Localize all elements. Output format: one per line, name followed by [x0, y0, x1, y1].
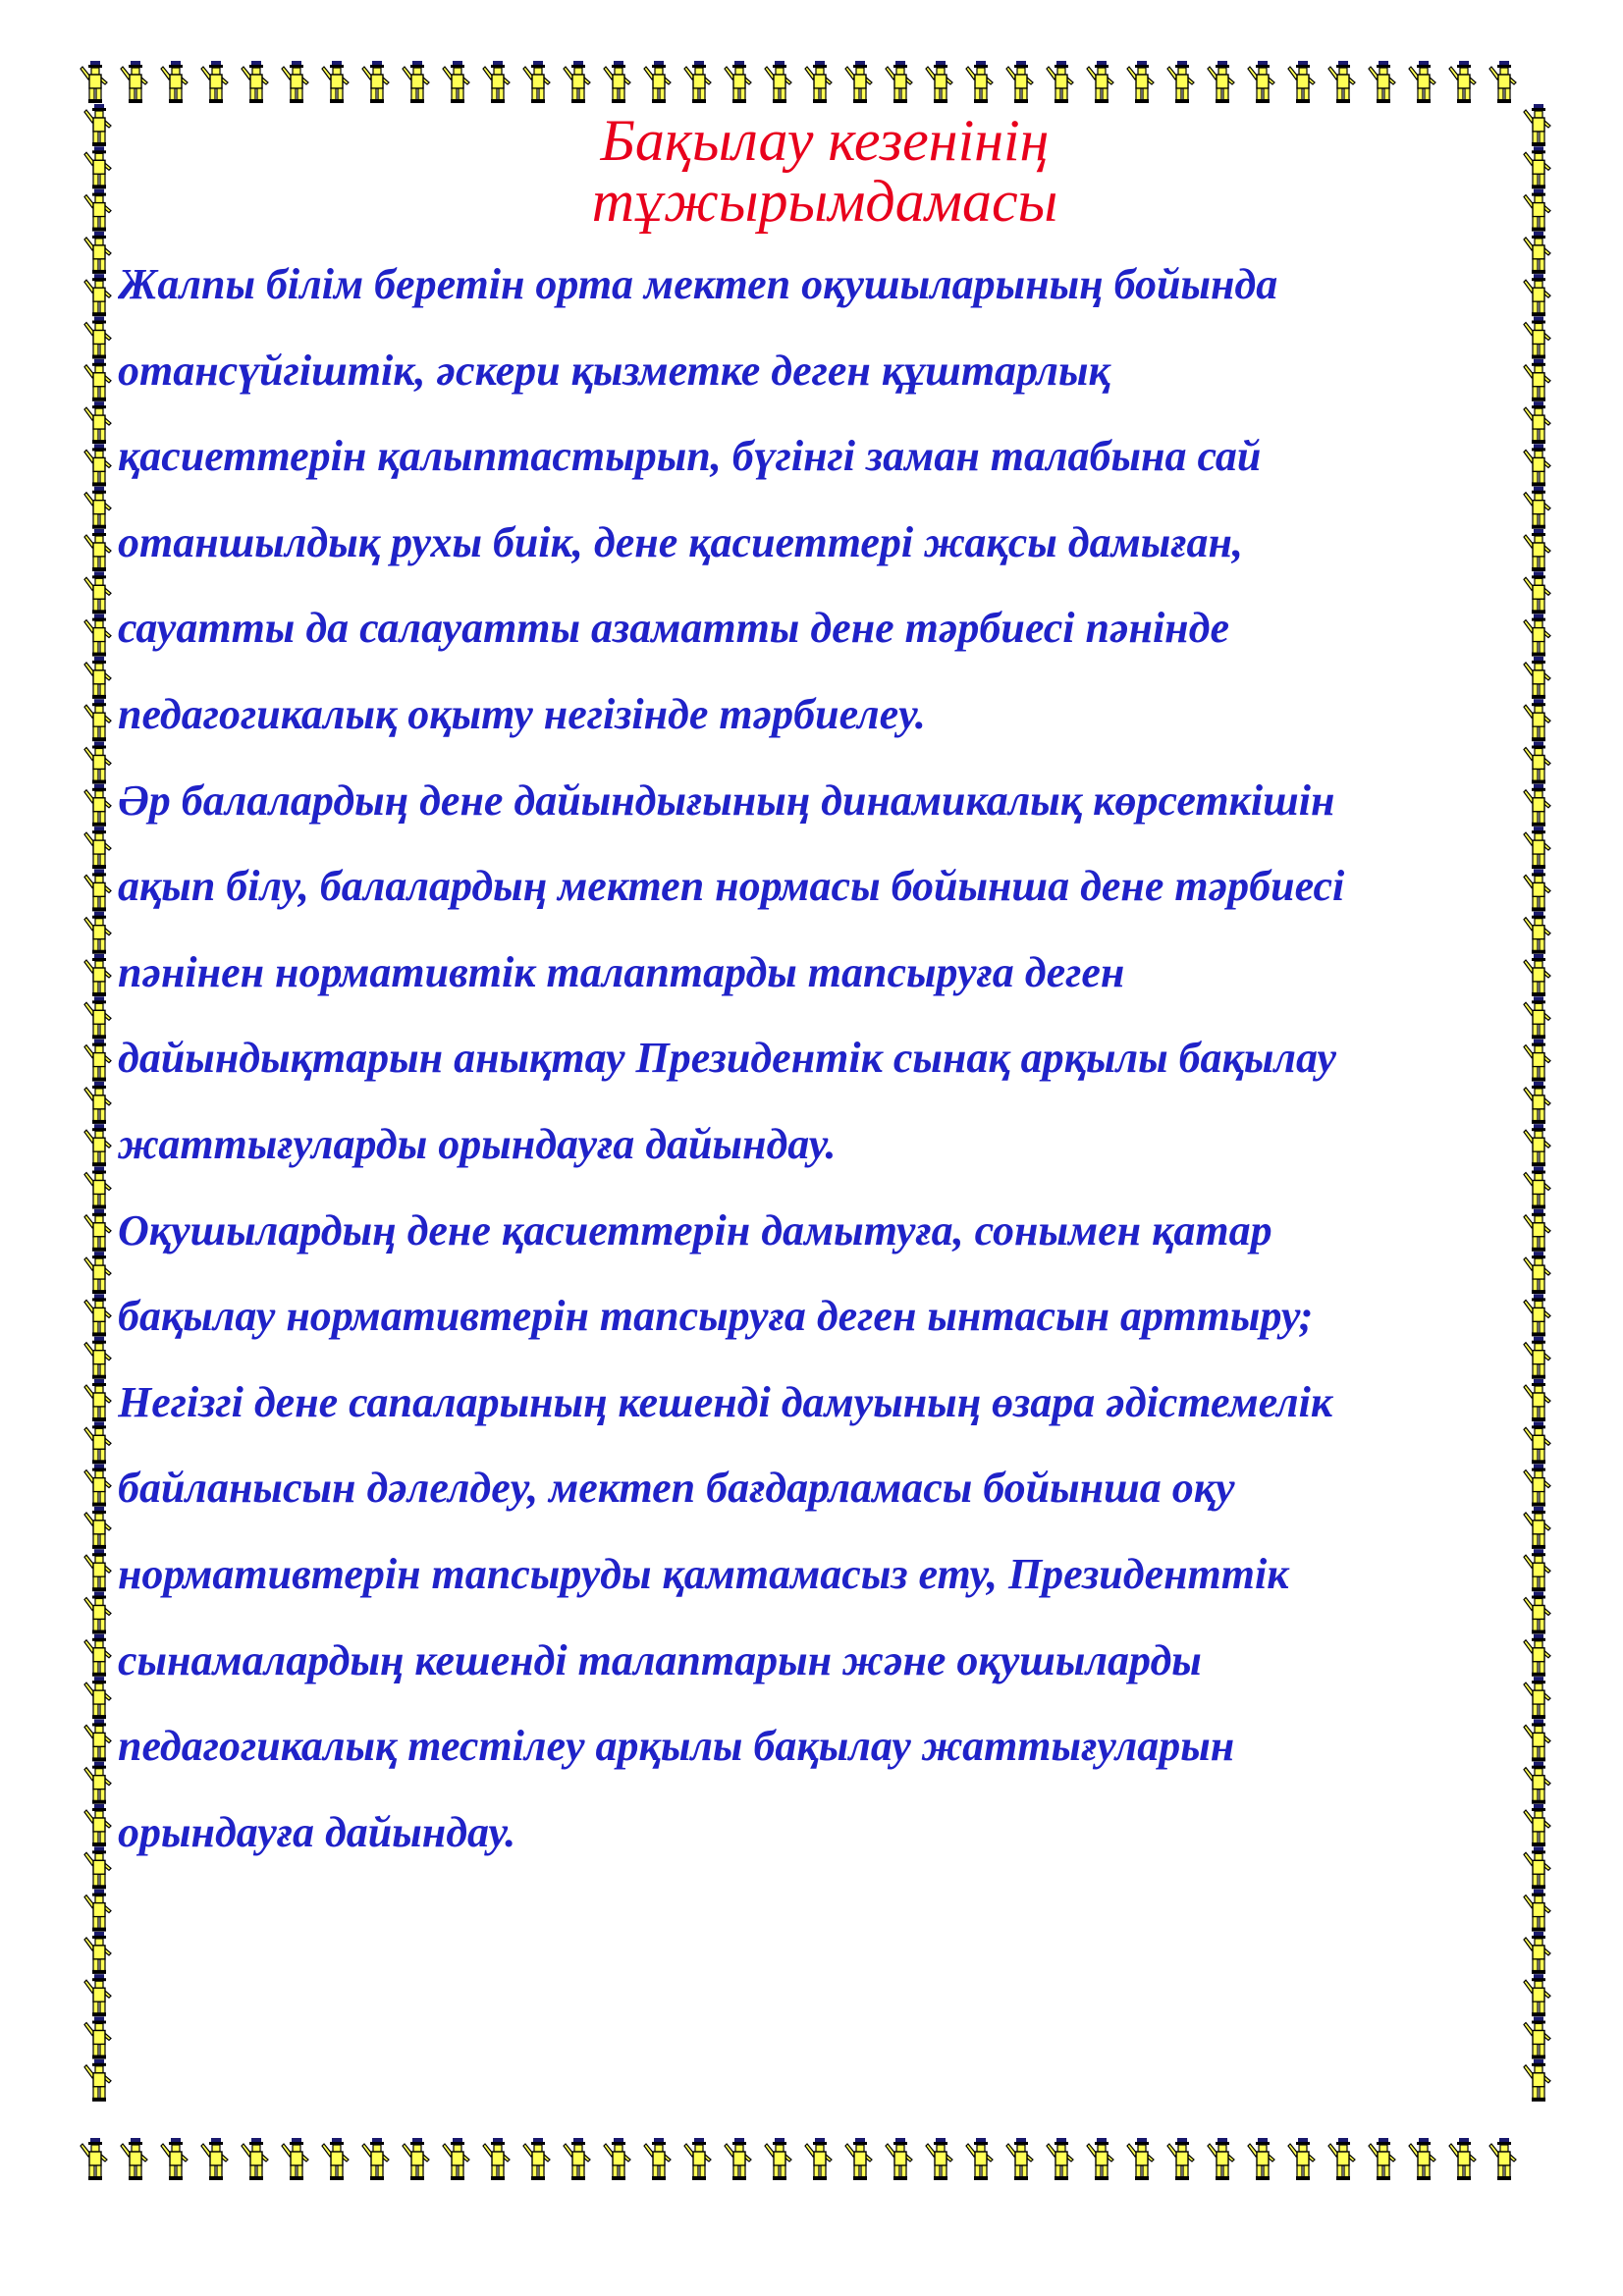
soldier-figure-icon	[805, 61, 832, 103]
soldier-figure-icon	[1248, 61, 1274, 103]
soldier-figure-icon	[765, 2138, 791, 2180]
soldier-figure-icon	[886, 61, 912, 103]
soldier-figure-icon	[84, 1040, 111, 1082]
soldier-figure-icon	[1524, 699, 1550, 741]
soldier-figure-icon	[684, 61, 711, 103]
soldier-figure-icon	[1524, 1252, 1550, 1294]
soldier-figure-icon	[483, 61, 510, 103]
soldier-figure-icon	[84, 401, 111, 444]
soldier-figure-icon	[1208, 2138, 1234, 2180]
soldier-figure-icon	[1524, 401, 1550, 444]
soldier-figure-icon	[1409, 61, 1435, 103]
soldier-figure-icon	[84, 444, 111, 486]
soldier-figure-icon	[84, 1082, 111, 1124]
soldier-figure-icon	[84, 1379, 111, 1421]
soldier-figure-icon	[84, 529, 111, 571]
soldier-figure-icon	[84, 189, 111, 232]
soldier-figure-icon	[926, 61, 952, 103]
soldier-figure-icon	[84, 146, 111, 188]
soldier-figure-icon	[1524, 317, 1550, 359]
soldier-figure-icon	[644, 2138, 671, 2180]
soldier-figure-icon	[1524, 742, 1550, 784]
soldier-figure-icon	[725, 61, 751, 103]
body-line: сауатты да салауатты азаматты дене тәрбиесі пәнінде	[118, 604, 1229, 653]
soldier-figure-icon	[84, 869, 111, 911]
soldier-figure-icon	[84, 1932, 111, 1974]
soldier-figure-icon	[725, 2138, 751, 2180]
soldier-figure-icon	[523, 61, 550, 103]
title-line-1: Бақылау кезенінің	[600, 108, 1050, 173]
soldier-figure-icon	[1524, 444, 1550, 486]
soldier-figure-icon	[1524, 1421, 1550, 1464]
body-line: Әр балалардың дене дайындығының динамикалық көрсеткішін	[118, 775, 1335, 825]
soldier-figure-icon	[966, 2138, 993, 2180]
soldier-figure-icon	[1449, 61, 1476, 103]
soldier-figure-icon	[84, 614, 111, 657]
soldier-figure-icon	[1524, 827, 1550, 869]
soldier-figure-icon	[1524, 954, 1550, 996]
soldier-figure-icon	[84, 317, 111, 359]
soldier-figure-icon	[84, 487, 111, 529]
soldier-figure-icon	[564, 2138, 590, 2180]
soldier-figure-icon	[322, 2138, 349, 2180]
soldier-figure-icon	[84, 1677, 111, 1719]
soldier-figure-icon	[84, 1634, 111, 1677]
soldier-figure-icon	[84, 2017, 111, 2059]
soldier-figure-icon	[966, 61, 993, 103]
soldier-figure-icon	[1489, 2138, 1516, 2180]
soldier-figure-icon	[1047, 2138, 1073, 2180]
soldier-figure-icon	[1524, 359, 1550, 401]
soldier-figure-icon	[84, 1421, 111, 1464]
soldier-figure-icon	[1208, 61, 1234, 103]
soldier-figure-icon	[1127, 2138, 1154, 2180]
soldier-figure-icon	[1006, 2138, 1033, 2180]
soldier-figure-icon	[84, 1549, 111, 1591]
soldier-figure-icon	[483, 2138, 510, 2180]
soldier-figure-icon	[121, 61, 147, 103]
soldier-figure-icon	[1524, 1082, 1550, 1124]
soldier-figure-icon	[362, 2138, 389, 2180]
soldier-figure-icon	[1524, 1592, 1550, 1634]
soldier-figure-icon	[1328, 2138, 1355, 2180]
soldier-figure-icon	[84, 232, 111, 274]
soldier-figure-icon	[201, 61, 228, 103]
body-line: отансүйгіштік, әскери қызметке деген құштарлық	[118, 346, 1110, 395]
soldier-figure-icon	[84, 1209, 111, 1252]
soldier-figure-icon	[1524, 487, 1550, 529]
soldier-figure-icon	[1524, 1337, 1550, 1379]
soldier-figure-icon	[201, 2138, 228, 2180]
soldier-figure-icon	[84, 1719, 111, 1761]
soldier-figure-icon	[282, 2138, 308, 2180]
body-line: нормативтерін тапсыруды қамтамасыз ету, Президенттік	[118, 1549, 1289, 1598]
soldier-figure-icon	[1524, 1634, 1550, 1677]
soldier-figure-icon	[1288, 2138, 1315, 2180]
soldier-figure-icon	[886, 2138, 912, 2180]
soldier-figure-icon	[1524, 274, 1550, 316]
soldier-figure-icon	[84, 1252, 111, 1294]
soldier-figure-icon	[1524, 1719, 1550, 1761]
body-line: бақылау нормативтерін тапсыруға деген ынтасын арттыру;	[118, 1292, 1314, 1341]
soldier-figure-icon	[443, 2138, 469, 2180]
soldier-figure-icon	[1369, 2138, 1395, 2180]
soldier-figure-icon	[84, 1337, 111, 1379]
soldier-figure-icon	[1524, 1379, 1550, 1421]
soldier-figure-icon	[1524, 2017, 1550, 2059]
body-line: жаттығуларды орындауға дайындау.	[118, 1119, 837, 1168]
body-line: педагогикалық оқыту негізінде тәрбиелеу.	[118, 689, 926, 738]
soldier-figure-icon	[1248, 2138, 1274, 2180]
soldier-figure-icon	[1524, 784, 1550, 827]
soldier-figure-icon	[242, 2138, 268, 2180]
soldier-figure-icon	[84, 1294, 111, 1336]
body-line: байланысын дәлелдеу, мектеп бағдарламасы бойынша оқу	[118, 1464, 1235, 1513]
soldier-figure-icon	[1409, 2138, 1435, 2180]
body-line: Негізгі дене сапаларының кешенді дамуының өзара әдістемелік	[118, 1377, 1333, 1426]
soldier-figure-icon	[1047, 61, 1073, 103]
soldier-figure-icon	[1087, 61, 1113, 103]
body-line: Жалпы білім беретін орта мектеп оқушыларының бойында	[118, 260, 1278, 308]
soldier-figure-icon	[84, 699, 111, 741]
soldier-figure-icon	[1167, 61, 1194, 103]
soldier-figure-icon	[1524, 1677, 1550, 1719]
soldier-figure-icon	[84, 274, 111, 316]
soldier-figure-icon	[81, 2138, 107, 2180]
soldier-figure-icon	[564, 61, 590, 103]
soldier-figure-icon	[84, 657, 111, 699]
soldier-figure-icon	[1524, 1209, 1550, 1252]
soldier-figure-icon	[84, 359, 111, 401]
soldier-figure-icon	[1524, 1465, 1550, 1507]
soldier-figure-icon	[84, 1592, 111, 1634]
soldier-figure-icon	[84, 1846, 111, 1889]
soldier-figure-icon	[84, 1804, 111, 1846]
body-line: сынамалардың кешенді талаптарын және оқушыларды	[118, 1635, 1202, 1684]
page-title	[550, 110, 1100, 232]
soldier-figure-icon	[1524, 614, 1550, 657]
soldier-figure-icon	[1524, 2059, 1550, 2102]
soldier-figure-icon	[1127, 61, 1154, 103]
body-line: қасиеттерін қалыптастырып, бүгінгі заман талабына сай	[118, 432, 1262, 481]
soldier-figure-icon	[362, 61, 389, 103]
soldier-figure-icon	[1524, 1124, 1550, 1166]
soldier-figure-icon	[443, 61, 469, 103]
soldier-figure-icon	[1524, 1846, 1550, 1889]
soldier-figure-icon	[84, 571, 111, 614]
soldier-figure-icon	[1288, 61, 1315, 103]
soldier-figure-icon	[684, 2138, 711, 2180]
soldier-figure-icon	[1524, 1804, 1550, 1846]
title-line-2: тұжырымдамасы	[591, 169, 1058, 234]
soldier-figure-icon	[1087, 2138, 1113, 2180]
soldier-figure-icon	[84, 1507, 111, 1549]
soldier-figure-icon	[84, 1124, 111, 1166]
soldier-figure-icon	[1524, 104, 1550, 146]
soldier-figure-icon	[84, 784, 111, 827]
soldier-figure-icon	[1524, 1762, 1550, 1804]
soldier-figure-icon	[604, 61, 630, 103]
soldier-figure-icon	[1524, 912, 1550, 954]
soldier-figure-icon	[1524, 232, 1550, 274]
soldier-figure-icon	[84, 954, 111, 996]
soldier-figure-icon	[644, 61, 671, 103]
soldier-figure-icon	[1524, 1507, 1550, 1549]
soldier-figure-icon	[84, 742, 111, 784]
body-line: пәнінен нормативтік талаптарды тапсыруға деген	[118, 947, 1125, 996]
soldier-figure-icon	[84, 1890, 111, 1932]
soldier-figure-icon	[1369, 61, 1395, 103]
soldier-figure-icon	[1524, 657, 1550, 699]
soldier-figure-icon	[84, 1465, 111, 1507]
soldier-figure-icon	[84, 912, 111, 954]
soldier-figure-icon	[1524, 1974, 1550, 2016]
soldier-figure-icon	[1524, 1932, 1550, 1974]
soldier-figure-icon	[121, 2138, 147, 2180]
soldier-figure-icon	[84, 1762, 111, 1804]
soldier-figure-icon	[84, 104, 111, 146]
soldier-figure-icon	[282, 61, 308, 103]
soldier-figure-icon	[81, 61, 107, 103]
soldier-figure-icon	[161, 2138, 188, 2180]
soldier-figure-icon	[161, 61, 188, 103]
soldier-figure-icon	[765, 61, 791, 103]
soldier-figure-icon	[1489, 61, 1516, 103]
soldier-figure-icon	[523, 2138, 550, 2180]
soldier-figure-icon	[403, 61, 429, 103]
soldier-figure-icon	[1524, 571, 1550, 614]
soldier-figure-icon	[845, 2138, 872, 2180]
soldier-figure-icon	[1524, 189, 1550, 232]
soldier-figure-icon	[242, 61, 268, 103]
soldier-figure-icon	[845, 61, 872, 103]
body-line: отаншылдық рухы биік, дене қасиеттері жақсы дамыған,	[118, 517, 1243, 566]
soldier-figure-icon	[805, 2138, 832, 2180]
soldier-figure-icon	[403, 2138, 429, 2180]
soldier-figure-icon	[1524, 869, 1550, 911]
soldier-figure-icon	[1328, 61, 1355, 103]
soldier-figure-icon	[1524, 1294, 1550, 1336]
soldier-figure-icon	[1524, 146, 1550, 188]
soldier-figure-icon	[84, 996, 111, 1039]
soldier-figure-icon	[84, 1974, 111, 2016]
soldier-figure-icon	[1006, 61, 1033, 103]
soldier-figure-icon	[84, 827, 111, 869]
body-line: педагогикалық тестілеу арқылы бақылау жаттығуларын	[118, 1722, 1235, 1771]
soldier-figure-icon	[1524, 1549, 1550, 1591]
body-line: дайындықтарын анықтау Президентік сынақ арқылы бақылау	[118, 1034, 1336, 1083]
soldier-figure-icon	[1524, 996, 1550, 1039]
body-text	[118, 241, 1512, 1875]
soldier-figure-icon	[1449, 2138, 1476, 2180]
soldier-figure-icon	[604, 2138, 630, 2180]
soldier-figure-icon	[1524, 1167, 1550, 1209]
soldier-figure-icon	[84, 2059, 111, 2102]
body-line: ақып білу, балалардың мектеп нормасы бойынша дене тәрбиесі	[118, 862, 1345, 911]
soldier-figure-icon	[926, 2138, 952, 2180]
body-line: орындауға дайындау.	[118, 1807, 516, 1856]
soldier-figure-icon	[1524, 1890, 1550, 1932]
soldier-figure-icon	[1524, 529, 1550, 571]
soldier-figure-icon	[1524, 1040, 1550, 1082]
soldier-figure-icon	[1167, 2138, 1194, 2180]
soldier-figure-icon	[84, 1167, 111, 1209]
soldier-figure-icon	[322, 61, 349, 103]
body-line: Оқушылардың дене қасиеттерін дамытуға, сонымен қатар	[118, 1205, 1272, 1255]
